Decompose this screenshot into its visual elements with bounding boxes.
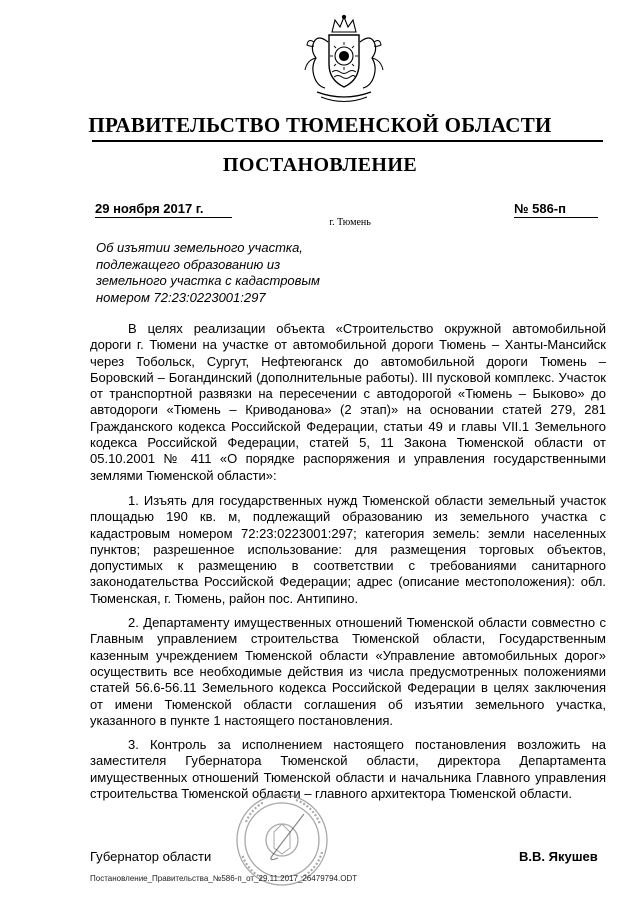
- subject-line: земельного участка с кадастровым: [96, 273, 320, 288]
- clause-2: 2. Департаменту имущественных отношений Тюменской области совместно с Главным управлением строительства Тюменской области, Государственным казенным учреждением Тюменской области «Управление автомобильных дорог» осуществить все необходимые действия из числа предусмотренных положениями статей 56.6-56.11 Земельного кодекса Российской Федерации в целях заключения от имени Тюменской области соглашения об изъятии земельного участка, указанного в пункте 1 настоящего постановления.: [90, 615, 606, 728]
- subject-line: номером 72:23:0223001:297: [96, 289, 266, 305]
- subject-line: Об изъятии земельного участка,: [96, 240, 303, 255]
- signer-position: Губернатор области: [90, 849, 212, 864]
- document-date: 29 ноября 2017 г.: [95, 201, 232, 218]
- document-city: г. Тюмень: [329, 217, 371, 228]
- footer-filename: Постановление_Правительства_№586-п_от_29.11.2017_26479794.ODT: [90, 874, 358, 883]
- title-divider: [92, 140, 603, 142]
- document-body: [90, 321, 606, 810]
- preamble-paragraph: В целях реализации объекта «Строительство окружной автомобильной дороги г. Тюмени на участке от автомобильной дороги Тюмень – Ханты-Мансийск через Тобольск, Сургут, Нефтеюганск до автомобильной дороги Тюмень – Боровский – Богандинский (дополнительные работы). III пусковой комплекс. Участок от транспортной развязки на пересечении с автодорогой «Тюмень – Быково» до автодороги «Тюмень – Криводанова» (2 этап)» на основании статей 279, 281 Гражданского кодекса Российской Федерации, статьи 49 и главы VII.1 Земельного кодекса Российской Федерации, статей 5, 11 Закона Тюменской области от 05.10.2001 № 411 «О порядке распоряжения и управления государственными землями Тюменской области»:: [90, 321, 606, 483]
- document-number: № 586-п: [514, 201, 598, 218]
- government-title: ПРАВИТЕЛЬСТВО ТЮМЕНСКОЙ ОБЛАСТИ: [88, 113, 552, 137]
- document-type: ПОСТАНОВЛЕНИЕ: [222, 154, 418, 176]
- subject-line: подлежащего образованию из: [96, 256, 281, 272]
- signer-name: В.В. Якушев: [519, 849, 598, 864]
- document-subject: [96, 240, 376, 306]
- coat-of-arms-icon: [299, 14, 389, 108]
- clause-3: 3. Контроль за исполнением настоящего постановления возложить на заместителя Губернатора Тюменской области, директора Департамента имущественных отношений Тюменской области и начальника Главного управления строительства Тюменской области – главного архитектора Тюменской области.: [90, 737, 606, 802]
- clause-1: 1. Изъять для государственных нужд Тюменской области земельный участок площадью 190 кв. м, подлежащий образованию из земельного участка с кадастровым номером 72:23:0223001:297; категория земель: земли населенных пунктов; разрешенное использование: для размещения торговых объектов, допустимых к размещению в соответствии с требованиями санитарного законодательства Российской Федерации; адрес (описание местоположения): обл. Тюменская, г. Тюмень, район пос. Антипино.: [90, 492, 606, 606]
